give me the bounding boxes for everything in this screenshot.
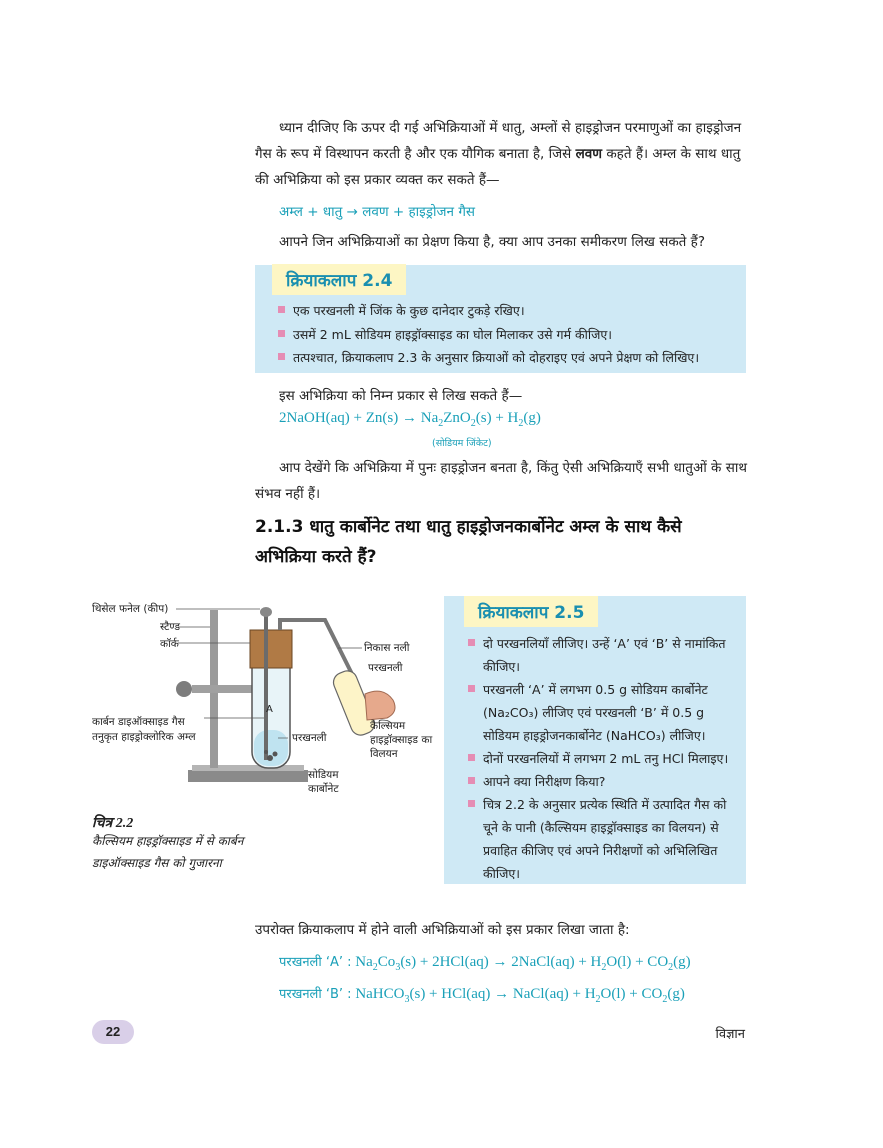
carbonate-granule [267,755,273,761]
activity-2-5-item-text: दोनों परखनलियों में लगभग 2 mL तनु HCl मिलाइए। [483,751,729,766]
activity-2-4-item-text: तत्पश्चात, क्रियाकलाप 2.3 के अनुसार क्रियाओं को दोहराइए एवं अपने प्रेक्षण को लिखिए। [293,350,700,365]
label-thistle-funnel: थिसेल फनेल (कीप) [92,603,169,615]
bullet-square [468,800,475,807]
reaction-b: परखनली ‘B’ : NaHCO$_3$(s) + HCl(aq) → NaCl(aq) + $H_2O(l) + CO_2(g)$ [279,986,685,1005]
activity-2-4-item-text: उसमें 2 mL सोडियम हाइड्रॉक्साइड का घोल मिलाकर उसे गर्म कीजिए। [293,327,613,342]
label-dilute-hcl: तनुकृत हाइड्रोक्लोरिक अम्ल [92,731,196,743]
intro-paragraph [255,115,747,193]
reaction-intro: इस अभिक्रिया को निम्न प्रकार से लिख सकते हैं— [279,388,523,404]
word-equation: अम्ल + धातु → लवण + हाइड्रोजन गैस [279,204,476,220]
stand-base [188,770,308,782]
activity-2-4-item-text: एक परखनली में जिंक के कुछ दानेदार टुकड़े रखिए। [293,303,525,318]
reaction-a: परखनली ‘A’ : $Na_2Co_3(s) + 2HCl(aq)$ → 2NaCl(aq) + $H_2O(l) + CO_2(g)$ [279,954,691,973]
footer-subject: विज्ञान [715,1027,745,1042]
label-cork: कॉर्क [160,638,179,650]
activity-2-5-item-text: दो परखनलियाँ लीजिए। उन्हें ‘A’ एवं ‘B’ से नामांकित कीजिए। [483,636,726,674]
tube-letter: A [266,704,273,715]
figure-caption-title: चित्र 2.2 [92,816,134,831]
zincate-equation: 2NaOH(aq) + $Zn(s) \to Na_2ZnO_2(s) + H_2(g)$ [279,410,541,429]
carbonate-granule [273,752,278,757]
activity-2-5-item [483,678,733,747]
bullet-square [468,685,475,692]
stand-base-top [192,765,304,771]
figure-caption-text: कैल्सियम हाइड्रॉक्साइड में से कार्बन डाइऑक्साइड गैस को गुजारना [92,834,244,870]
conclusion-paragraph: उपरोक्त क्रियाकलाप में होने वाली अभिक्रियाओं को इस प्रकार लिखा जाता है: [255,922,630,938]
activity-2-5-item [483,793,733,885]
activity-2-4-item [293,299,733,322]
observe-paragraph: आप देखेंगे कि अभिक्रिया में पुनः हाइड्रोजन बनता है, किंतु ऐसी अभिक्रियाएँ सभी धातुओं के साथ संभव नहीं हैं। [255,460,747,502]
intro-bold-term: लवण [575,146,603,162]
apparatus-figure [80,590,440,810]
activity-2-5-item-text: परखनली ‘A’ में लगभग 0.5 g सोडियम कार्बोनेट (Na₂CO₃) लीजिए एवं परखनली ‘B’ में 0.5 g सोडियम हाइड्रोजनकार्बोनेट (NaHCO₃) लीजिए। [483,682,708,743]
bullet-square [468,777,475,784]
activity-2-4-item [293,323,733,346]
reaction-b-label: परखनली ‘B’ : [279,987,352,1002]
thistle-funnel-top [260,607,272,617]
label-sodium-carbonate: सोडियम कार्बोनेट [308,769,339,795]
label-calcium-hydroxide: कैल्सियम हाइड्रॉक्साइड का विलयन [370,720,433,760]
activity-2-5-item [483,747,733,770]
cork [250,630,292,668]
label-co2-gas: कार्बन डाइऑक्साइड गैस [92,716,185,728]
activity-2-4-item [293,346,743,369]
reaction-a-label: परखनली ‘A’ : [279,955,352,970]
hand-shape [365,691,395,720]
activity-2-5-item [483,632,733,678]
zincate-note: (सोडियम जिंकेट) [432,438,492,449]
section-heading: 2.1.3 धातु कार्बोनेट तथा धातु हाइड्रोजनकार्बोनेट अम्ल के साथ कैसे अभिक्रिया करते हैं? [255,517,682,567]
bullet-square [468,639,475,646]
label-stand: स्टैण्ड [160,621,180,633]
bullet-square [468,754,475,761]
label-testtube-mid: परखनली [292,732,327,744]
bullet-square [278,330,285,337]
carbonate-granule [264,750,268,754]
question-paragraph: आपने जिन अभिक्रियाओं का प्रेक्षण किया है, क्या आप उनका समीकरण लिख सकते हैं? [279,234,706,250]
activity-2-5-title: क्रियाकलाप 2.5 [464,596,598,627]
bullet-square [278,353,285,360]
thistle-funnel-stem [264,610,268,760]
activity-2-5-item-text: चित्र 2.2 के अनुसार प्रत्येक स्थिति में उत्पादित गैस को चूने के पानी (कैल्सियम हाइड्रॉक्साइड का विलयन) से प्रवाहित कीजिए एवं अपने निरीक्षणों को अभिलिखित कीजिए। [483,797,727,881]
activity-2-5-item [483,770,733,793]
clamp-screw [176,681,192,697]
intro-text: ध्यान दीजिए कि ऊपर दी गई अभिक्रियाओं में धातु, अम्लों से हाइड्रोजन परमाणुओं का हाइड्रोजन गैस के रूप में विस्थापन करती है और एक यौगिक बनाता है, जिसे [255,120,742,162]
bullet-square [278,306,285,313]
label-delivery-tube: निकास नली [364,642,410,654]
intro-tail: कहते हैं। अम्ल के साथ धातु की अभिक्रिया को इस प्रकार व्यक्त कर सकते हैं— [255,146,741,188]
activity-2-5-item-text: आपने क्या निरीक्षण किया? [483,774,606,789]
page-number: 22 [92,1020,134,1044]
zincate-reactants: 2NaOH(aq) + Zn(s) → [279,410,418,426]
label-testtube-right: परखनली [368,662,403,674]
activity-2-4-title: क्रियाकलाप 2.4 [272,264,406,295]
